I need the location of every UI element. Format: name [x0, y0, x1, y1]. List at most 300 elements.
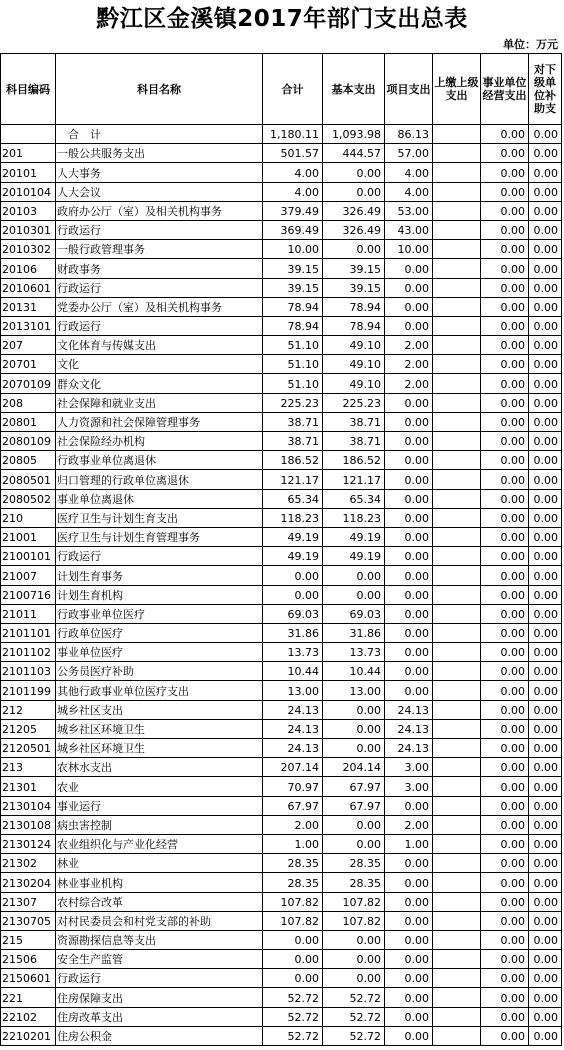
row-upper	[433, 470, 481, 489]
row-basic: 0.00	[323, 163, 385, 182]
row-upper	[433, 201, 481, 220]
row-basic: 13.00	[323, 681, 385, 700]
row-total: 49.19	[263, 527, 323, 546]
row-name: 社会保障和就业支出	[56, 393, 263, 412]
row-sub: 0.00	[529, 432, 562, 451]
row-total: 1.00	[263, 834, 323, 853]
row-sub: 0.00	[529, 796, 562, 815]
row-total: 2.00	[263, 815, 323, 834]
row-code: 215	[1, 930, 56, 949]
row-project: 1.00	[385, 834, 433, 853]
row-code: 20103	[1, 201, 56, 220]
row-upper	[433, 719, 481, 738]
row-upper	[433, 508, 481, 527]
row-project: 4.00	[385, 163, 433, 182]
row-name: 社会保险经办机构	[56, 432, 263, 451]
row-name: 财政事务	[56, 259, 263, 278]
row-code: 207	[1, 336, 56, 355]
row-basic: 65.34	[323, 489, 385, 508]
table-row	[1, 681, 562, 700]
row-total: 24.13	[263, 719, 323, 738]
row-project: 0.00	[385, 854, 433, 873]
table-row	[1, 201, 562, 220]
table-row	[1, 623, 562, 642]
row-name: 住房公积金	[56, 1026, 263, 1045]
row-biz: 0.00	[481, 700, 529, 719]
table-row	[1, 892, 562, 911]
row-code: 20106	[1, 259, 56, 278]
row-code: 2130705	[1, 911, 56, 930]
row-upper	[433, 278, 481, 297]
row-upper	[433, 950, 481, 969]
row-name: 行政事业单位医疗	[56, 604, 263, 623]
row-code: 21205	[1, 719, 56, 738]
row-basic: 0.00	[323, 585, 385, 604]
row-upper	[433, 585, 481, 604]
row-basic: 52.72	[323, 1026, 385, 1045]
row-name: 事业运行	[56, 796, 263, 815]
row-upper	[433, 796, 481, 815]
row-total: 52.72	[263, 988, 323, 1007]
table-row	[1, 739, 562, 758]
table-header-row	[1, 54, 562, 125]
row-upper	[433, 144, 481, 163]
header-total: 合计	[263, 54, 323, 125]
row-project: 43.00	[385, 220, 433, 239]
row-basic: 38.71	[323, 432, 385, 451]
row-biz: 0.00	[481, 201, 529, 220]
row-project: 0.00	[385, 393, 433, 412]
row-basic: 118.23	[323, 508, 385, 527]
row-basic: 39.15	[323, 259, 385, 278]
row-name: 林业事业机构	[56, 873, 263, 892]
row-name: 城乡社区支出	[56, 700, 263, 719]
table-row	[1, 969, 562, 988]
row-biz: 0.00	[481, 911, 529, 930]
row-name: 一般行政管理事务	[56, 240, 263, 259]
row-sub: 0.00	[529, 374, 562, 393]
row-sub: 0.00	[529, 815, 562, 834]
row-total: 39.15	[263, 278, 323, 297]
table-row	[1, 278, 562, 297]
row-biz: 0.00	[481, 316, 529, 335]
row-code: 2101102	[1, 643, 56, 662]
row-upper	[433, 604, 481, 623]
row-biz: 0.00	[481, 412, 529, 431]
table-row	[1, 489, 562, 508]
row-project: 0.00	[385, 527, 433, 546]
table-row	[1, 374, 562, 393]
row-upper	[433, 432, 481, 451]
row-sub: 0.00	[529, 240, 562, 259]
row-code: 2101199	[1, 681, 56, 700]
table-row	[1, 220, 562, 239]
row-upper	[433, 854, 481, 873]
row-upper	[433, 643, 481, 662]
row-upper	[433, 527, 481, 546]
row-basic: 49.10	[323, 355, 385, 374]
row-total: 207.14	[263, 758, 323, 777]
row-code: 20131	[1, 297, 56, 316]
table-row	[1, 163, 562, 182]
table-row	[1, 873, 562, 892]
row-basic: 69.03	[323, 604, 385, 623]
row-basic: 52.72	[323, 1007, 385, 1026]
row-biz: 0.00	[481, 796, 529, 815]
row-project: 0.00	[385, 662, 433, 681]
row-sub: 0.00	[529, 163, 562, 182]
row-project: 53.00	[385, 201, 433, 220]
row-project: 0.00	[385, 969, 433, 988]
row-total: 38.71	[263, 432, 323, 451]
row-sub: 0.00	[529, 719, 562, 738]
row-name: 一般公共服务支出	[56, 144, 263, 163]
row-basic: 38.71	[323, 412, 385, 431]
row-name: 合 计	[56, 125, 263, 144]
row-biz: 0.00	[481, 681, 529, 700]
row-basic: 28.35	[323, 854, 385, 873]
row-project: 0.00	[385, 547, 433, 566]
row-upper	[433, 930, 481, 949]
row-total: 118.23	[263, 508, 323, 527]
row-name: 群众文化	[56, 374, 263, 393]
table-row	[1, 144, 562, 163]
row-sub: 0.00	[529, 355, 562, 374]
row-sub: 0.00	[529, 969, 562, 988]
row-name: 农业	[56, 777, 263, 796]
row-upper	[433, 873, 481, 892]
row-basic: 0.00	[323, 834, 385, 853]
table-row	[1, 1007, 562, 1026]
header-upper: 上缴上级支出	[433, 54, 481, 125]
row-name: 事业单位医疗	[56, 643, 263, 662]
row-upper	[433, 1007, 481, 1026]
row-total: 225.23	[263, 393, 323, 412]
header-name: 科目名称	[56, 54, 263, 125]
row-code: 2010302	[1, 240, 56, 259]
row-total: 186.52	[263, 451, 323, 470]
row-basic: 39.15	[323, 278, 385, 297]
row-name: 对村民委员会和村党支部的补助	[56, 911, 263, 930]
row-upper	[433, 623, 481, 642]
row-basic: 78.94	[323, 297, 385, 316]
row-sub: 0.00	[529, 988, 562, 1007]
table-row	[1, 451, 562, 470]
row-biz: 0.00	[481, 1026, 529, 1045]
row-code: 2010104	[1, 182, 56, 201]
row-code: 2150601	[1, 969, 56, 988]
row-total: 51.10	[263, 374, 323, 393]
row-name: 其他行政事业单位医疗支出	[56, 681, 263, 700]
row-project: 0.00	[385, 316, 433, 335]
row-sub: 0.00	[529, 144, 562, 163]
table-row	[1, 432, 562, 451]
table-row	[1, 854, 562, 873]
row-upper	[433, 489, 481, 508]
row-sub: 0.00	[529, 1007, 562, 1026]
row-total: 107.82	[263, 892, 323, 911]
row-name: 事业单位离退休	[56, 489, 263, 508]
row-total: 107.82	[263, 911, 323, 930]
row-code: 213	[1, 758, 56, 777]
row-project: 3.00	[385, 777, 433, 796]
row-sub: 0.00	[529, 278, 562, 297]
row-basic: 204.14	[323, 758, 385, 777]
row-upper	[433, 259, 481, 278]
row-total: 0.00	[263, 566, 323, 585]
row-basic: 0.00	[323, 739, 385, 758]
row-code: 210	[1, 508, 56, 527]
row-name: 资源勘探信息等支出	[56, 930, 263, 949]
row-code: 208	[1, 393, 56, 412]
row-name: 计划生育事务	[56, 566, 263, 585]
table-row	[1, 412, 562, 431]
unit-label: 单位：万元	[503, 38, 558, 51]
table-row	[1, 566, 562, 585]
row-code: 2013101	[1, 316, 56, 335]
row-biz: 0.00	[481, 470, 529, 489]
row-upper	[433, 163, 481, 182]
row-biz: 0.00	[481, 393, 529, 412]
row-sub: 0.00	[529, 316, 562, 335]
row-total: 51.10	[263, 355, 323, 374]
row-basic: 52.72	[323, 988, 385, 1007]
row-biz: 0.00	[481, 854, 529, 873]
row-upper	[433, 911, 481, 930]
row-name: 病虫害控制	[56, 815, 263, 834]
row-project: 0.00	[385, 873, 433, 892]
row-total: 379.49	[263, 201, 323, 220]
row-name: 农村综合改革	[56, 892, 263, 911]
row-biz: 0.00	[481, 623, 529, 642]
row-sub: 0.00	[529, 489, 562, 508]
row-biz: 0.00	[481, 662, 529, 681]
header-project: 项目支出	[385, 54, 433, 125]
table-row	[1, 911, 562, 930]
row-biz: 0.00	[481, 758, 529, 777]
row-sub: 0.00	[529, 930, 562, 949]
row-name: 行政运行	[56, 316, 263, 335]
row-total: 78.94	[263, 297, 323, 316]
row-name: 医疗卫生与计划生育管理事务	[56, 527, 263, 546]
row-code: 2130108	[1, 815, 56, 834]
row-upper	[433, 451, 481, 470]
row-upper	[433, 125, 481, 144]
row-sub: 0.00	[529, 566, 562, 585]
row-code: 2080109	[1, 432, 56, 451]
row-code: 2010301	[1, 220, 56, 239]
row-upper	[433, 316, 481, 335]
table-row	[1, 240, 562, 259]
row-basic: 49.19	[323, 527, 385, 546]
row-upper	[433, 240, 481, 259]
row-project: 24.13	[385, 719, 433, 738]
row-basic: 49.10	[323, 336, 385, 355]
row-code: 201	[1, 144, 56, 163]
row-biz: 0.00	[481, 182, 529, 201]
table-row	[1, 1026, 562, 1045]
row-code: 20701	[1, 355, 56, 374]
row-sub: 0.00	[529, 892, 562, 911]
row-upper	[433, 777, 481, 796]
row-sub: 0.00	[529, 527, 562, 546]
row-project: 0.00	[385, 643, 433, 662]
row-basic: 1,093.98	[323, 125, 385, 144]
row-project: 24.13	[385, 700, 433, 719]
row-biz: 0.00	[481, 278, 529, 297]
row-sub: 0.00	[529, 182, 562, 201]
row-sub: 0.00	[529, 259, 562, 278]
row-name: 城乡社区环境卫生	[56, 739, 263, 758]
row-upper	[433, 758, 481, 777]
row-basic: 67.97	[323, 796, 385, 815]
row-basic: 0.00	[323, 719, 385, 738]
row-total: 4.00	[263, 163, 323, 182]
row-code: 2130204	[1, 873, 56, 892]
row-project: 0.00	[385, 1026, 433, 1045]
row-biz: 0.00	[481, 834, 529, 853]
row-total: 0.00	[263, 969, 323, 988]
row-project: 0.00	[385, 585, 433, 604]
row-basic: 0.00	[323, 950, 385, 969]
row-name: 党委办公厅（室）及相关机构事务	[56, 297, 263, 316]
row-upper	[433, 566, 481, 585]
row-biz: 0.00	[481, 566, 529, 585]
table-row	[1, 700, 562, 719]
row-project: 3.00	[385, 758, 433, 777]
row-basic: 13.73	[323, 643, 385, 662]
row-name: 林业	[56, 854, 263, 873]
row-basic: 0.00	[323, 815, 385, 834]
row-name: 文化体育与传媒支出	[56, 336, 263, 355]
row-total: 121.17	[263, 470, 323, 489]
row-code: 221	[1, 988, 56, 1007]
table-row	[1, 604, 562, 623]
row-biz: 0.00	[481, 604, 529, 623]
row-code: 2101101	[1, 623, 56, 642]
page-title: 黔江区金溪镇2017年部门支出总表	[96, 6, 468, 32]
row-total: 10.44	[263, 662, 323, 681]
table-row	[1, 527, 562, 546]
table-row	[1, 508, 562, 527]
row-project: 4.00	[385, 182, 433, 201]
row-code: 2101103	[1, 662, 56, 681]
row-basic: 28.35	[323, 873, 385, 892]
row-total: 78.94	[263, 316, 323, 335]
row-upper	[433, 988, 481, 1007]
row-basic: 0.00	[323, 930, 385, 949]
row-total: 49.19	[263, 547, 323, 566]
row-name: 公务员医疗补助	[56, 662, 263, 681]
row-name: 计划生育机构	[56, 585, 263, 604]
table-row	[1, 988, 562, 1007]
row-project: 0.00	[385, 796, 433, 815]
row-basic: 326.49	[323, 220, 385, 239]
row-project: 0.00	[385, 297, 433, 316]
row-code: 21302	[1, 854, 56, 873]
row-upper	[433, 662, 481, 681]
row-upper	[433, 834, 481, 853]
row-code: 2080501	[1, 470, 56, 489]
row-name: 农林水支出	[56, 758, 263, 777]
row-biz: 0.00	[481, 125, 529, 144]
row-biz: 0.00	[481, 719, 529, 738]
row-biz: 0.00	[481, 451, 529, 470]
row-biz: 0.00	[481, 163, 529, 182]
expenditure-table	[0, 53, 562, 1046]
row-sub: 0.00	[529, 336, 562, 355]
row-sub: 0.00	[529, 604, 562, 623]
row-total: 0.00	[263, 585, 323, 604]
row-basic: 326.49	[323, 201, 385, 220]
row-name: 行政单位医疗	[56, 623, 263, 642]
table-row	[1, 950, 562, 969]
row-name: 政府办公厅（室）及相关机构事务	[56, 201, 263, 220]
row-code: 2070109	[1, 374, 56, 393]
row-sub: 0.00	[529, 393, 562, 412]
row-basic: 0.00	[323, 566, 385, 585]
table-row	[1, 182, 562, 201]
row-total: 39.15	[263, 259, 323, 278]
row-biz: 0.00	[481, 259, 529, 278]
table-row	[1, 815, 562, 834]
row-project: 57.00	[385, 144, 433, 163]
row-sub: 0.00	[529, 508, 562, 527]
row-name: 人大会议	[56, 182, 263, 201]
row-name: 人大事务	[56, 163, 263, 182]
row-upper	[433, 681, 481, 700]
row-basic: 0.00	[323, 182, 385, 201]
row-project: 0.00	[385, 432, 433, 451]
row-basic: 107.82	[323, 911, 385, 930]
row-name: 住房改革支出	[56, 1007, 263, 1026]
row-total: 28.35	[263, 854, 323, 873]
row-project: 0.00	[385, 623, 433, 642]
row-project: 0.00	[385, 911, 433, 930]
table-row	[1, 125, 562, 144]
table-row	[1, 259, 562, 278]
row-name: 文化	[56, 355, 263, 374]
table-row	[1, 355, 562, 374]
row-total: 0.00	[263, 930, 323, 949]
row-upper	[433, 815, 481, 834]
row-code: 21001	[1, 527, 56, 546]
row-total: 0.00	[263, 950, 323, 969]
row-sub: 0.00	[529, 643, 562, 662]
row-project: 0.00	[385, 489, 433, 508]
row-name: 医疗卫生与计划生育支出	[56, 508, 263, 527]
row-total: 38.71	[263, 412, 323, 431]
row-sub: 0.00	[529, 950, 562, 969]
row-biz: 0.00	[481, 240, 529, 259]
row-upper	[433, 182, 481, 201]
row-name: 归口管理的行政单位离退休	[56, 470, 263, 489]
table-row	[1, 719, 562, 738]
row-upper	[433, 700, 481, 719]
row-biz: 0.00	[481, 969, 529, 988]
row-biz: 0.00	[481, 815, 529, 834]
row-project: 0.00	[385, 1007, 433, 1026]
row-biz: 0.00	[481, 1007, 529, 1026]
row-upper	[433, 336, 481, 355]
row-basic: 78.94	[323, 316, 385, 335]
row-basic: 67.97	[323, 777, 385, 796]
row-upper	[433, 297, 481, 316]
row-total: 31.86	[263, 623, 323, 642]
row-project: 0.00	[385, 930, 433, 949]
table-row	[1, 316, 562, 335]
row-code: 21011	[1, 604, 56, 623]
